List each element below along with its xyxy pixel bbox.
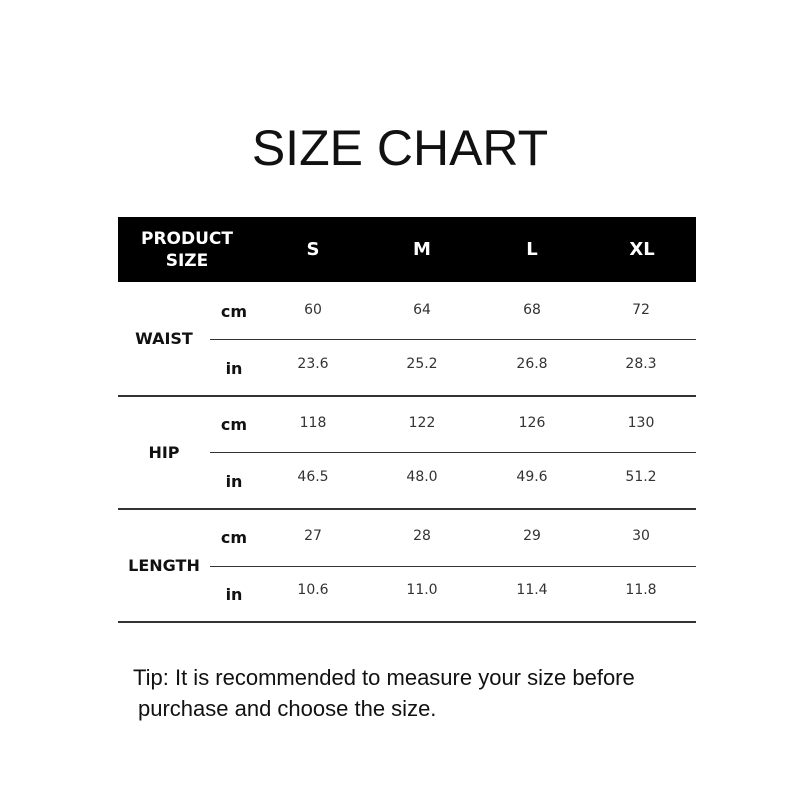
table-cell: 10.6	[297, 582, 329, 598]
product-size-line2: SIZE	[165, 250, 209, 271]
table-cell: 68	[523, 302, 541, 318]
size-header-xl: XL	[629, 239, 655, 260]
unit-label: cm	[220, 302, 248, 321]
page-title: SIZE CHART	[251, 120, 549, 176]
unit-label: in	[225, 359, 243, 378]
table-cell: 60	[304, 302, 322, 318]
tip-line2: purchase and choose the size.	[138, 696, 437, 721]
group-label-length: LENGTH	[128, 556, 200, 575]
unit-label: cm	[220, 415, 248, 434]
row-divider	[210, 339, 696, 340]
table-cell: 11.8	[625, 582, 657, 598]
table-cell: 11.0	[406, 582, 438, 598]
size-header-l: L	[526, 239, 538, 260]
table-cell: 28.3	[625, 356, 657, 372]
group-divider	[118, 508, 696, 510]
table-cell: 64	[413, 302, 431, 318]
table-cell: 49.6	[516, 469, 548, 485]
table-cell: 122	[408, 415, 436, 431]
product-size-line1: PRODUCT	[141, 228, 233, 249]
table-cell: 28	[413, 528, 431, 544]
size-header-m: M	[413, 239, 431, 260]
table-cell: 130	[627, 415, 655, 431]
table-cell: 25.2	[406, 356, 438, 372]
table-cell: 30	[632, 528, 650, 544]
row-divider	[210, 566, 696, 567]
group-divider	[118, 395, 696, 397]
table-bottom-border	[118, 621, 696, 623]
table-cell: 46.5	[297, 469, 329, 485]
row-divider	[210, 452, 696, 453]
group-label-hip: HIP	[148, 443, 180, 462]
size-header-s: S	[306, 239, 320, 260]
table-cell: 118	[299, 415, 327, 431]
table-cell: 48.0	[406, 469, 438, 485]
table-header	[118, 217, 696, 282]
tip-text	[133, 662, 733, 724]
table-cell: 126	[518, 415, 546, 431]
table-cell: 27	[304, 528, 322, 544]
group-label-waist: WAIST	[135, 329, 193, 348]
table-cell: 29	[523, 528, 541, 544]
unit-label: cm	[220, 528, 248, 547]
table-cell: 11.4	[516, 582, 548, 598]
table-cell: 26.8	[516, 356, 548, 372]
table-cell: 72	[632, 302, 650, 318]
tip-line1: Tip: It is recommended to measure your size before	[133, 665, 635, 690]
product-size-header	[132, 217, 242, 282]
unit-label: in	[225, 472, 243, 491]
table-cell: 23.6	[297, 356, 329, 372]
table-cell: 51.2	[625, 469, 657, 485]
unit-label: in	[225, 585, 243, 604]
